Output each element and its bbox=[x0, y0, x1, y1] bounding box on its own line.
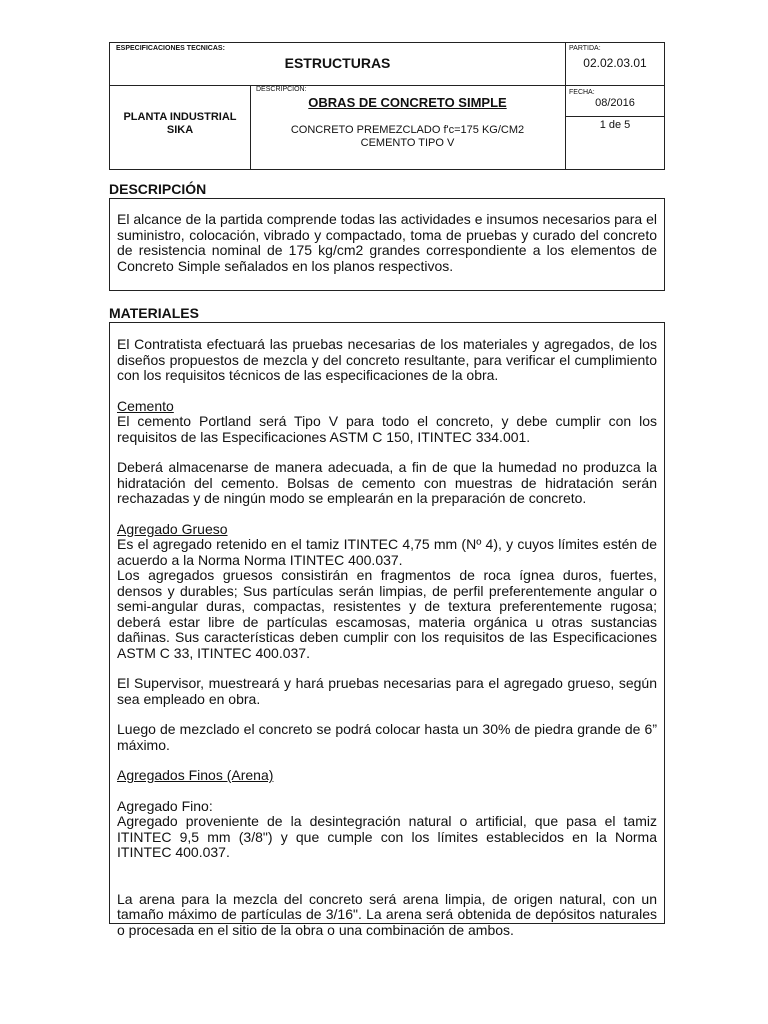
descripcion-heading: DESCRIPCIÓN bbox=[109, 181, 207, 197]
project-name bbox=[110, 111, 250, 137]
cemento-storage-text: Deberá almacenarse de manera adecuada, a fin de que la humedad no produzca la hidratación del cemento. Bolsas de cemento con muestras de hidratación serán rechazadas y de ningún modo se emplearán en la preparación de concreto. bbox=[117, 459, 657, 506]
divider bbox=[565, 116, 665, 117]
descripcion-box bbox=[109, 198, 665, 291]
header-table bbox=[109, 42, 665, 170]
descripcion-title: OBRAS DE CONCRETO SIMPLE bbox=[308, 95, 507, 110]
partida-value: 02.02.03.01 bbox=[583, 56, 647, 70]
divider bbox=[565, 85, 665, 86]
project-line: SIKA bbox=[166, 124, 194, 136]
agregado-grueso-text: Es el agregado retenido en el tamiz ITINTEC 4,75 mm (Nº 4), y cuyos límites estén de acuerdo a la Norma Norma ITINTEC 400.037. bbox=[117, 536, 657, 568]
agregado-grueso-title: Agregado Grueso bbox=[117, 520, 228, 537]
agregado-grueso-text: Luego de mezclado el concreto se podrá colocar hasta un 30% de piedra grande de 6” máximo. bbox=[117, 721, 657, 753]
page-number: 1 de 5 bbox=[599, 119, 631, 131]
cemento-title: Cemento bbox=[117, 397, 174, 414]
materiales-box bbox=[109, 322, 665, 938]
divider bbox=[110, 85, 565, 86]
descripcion-label: DESCRIPCION: bbox=[256, 86, 307, 93]
descripcion-text: El alcance de la partida comprende todas las actividades e insumos necesarios para el suministro, colocación, vibrado y compactado, toma de pruebas y curado del concreto de resistencia nominal de 175 kg/cm2 grandes correspondiente a los elementos de Concreto Simple señalados en los planos respectivos. bbox=[117, 211, 657, 274]
project-line: PLANTA INDUSTRIAL bbox=[123, 111, 237, 123]
materiales-heading: MATERIALES bbox=[109, 305, 199, 321]
agregado-grueso-text: Los agregados gruesos consistirán en fragmentos de roca ígnea duros, fuertes, densos y durables; Sus partículas serán limpias, de perfil preferentemente angular o semi-angular duras, compactas, resistentes y de textura preferentemente rugosa; deberá estar libre de partículas escamosas, materia orgánica u otras sustancias dañinas. Sus características deben cumplir con los requisitos de las Especificaciones ASTM C 33, ITINTEC 400.037. bbox=[117, 567, 657, 661]
fecha-value: 08/2016 bbox=[595, 97, 635, 109]
fecha-label: FECHA: bbox=[569, 89, 595, 96]
spec-label: ESPECIFICACIONES TECNICAS: bbox=[116, 45, 225, 52]
partida-label: PARTIDA: bbox=[569, 45, 601, 52]
materiales-intro: El Contratista efectuará las pruebas necesarias de los materiales y agregados, de los diseños propuestos de mezcla y del concreto resultante, para verificar el cumplimiento con los requisitos técnicos de las especificaciones de la obra. bbox=[117, 336, 657, 383]
descripcion-line: CEMENTO TIPO V bbox=[360, 137, 455, 149]
arena-text: La arena para la mezcla del concreto será arena limpia, de origen natural, con un tamaño máximo de partículas de 3/16". La arena será obtenida de depósitos naturales o procesada en el sitio de la obra o una combinación de ambos. bbox=[117, 890, 657, 938]
descripcion-subtitle bbox=[250, 124, 565, 150]
agregados-finos-title: Agregados Finos (Arena) bbox=[117, 767, 274, 783]
document-title: ESTRUCTURAS bbox=[284, 55, 391, 71]
agregado-fino-label: Agregado Fino: bbox=[117, 797, 213, 814]
cemento-text: El cemento Portland será Tipo V para todo el concreto, y debe cumplir con los requisitos de las Especificaciones ASTM C 150, ITINTEC 334.001. bbox=[117, 413, 657, 445]
descripcion-line: CONCRETO PREMEZCLADO f'c=175 KG/CM2 bbox=[290, 124, 525, 136]
agregado-fino-text: Agregado proveniente de la desintegración natural o artificial, que pasa el tamiz ITINTEC 9,5 mm (3/8") y que cumple con los límites establecidos en la Norma ITINTEC 400.037. bbox=[117, 813, 657, 860]
agregado-grueso-text: El Supervisor, muestreará y hará pruebas necesarias para el agregado grueso, según sea empleado en obra. bbox=[117, 675, 657, 707]
